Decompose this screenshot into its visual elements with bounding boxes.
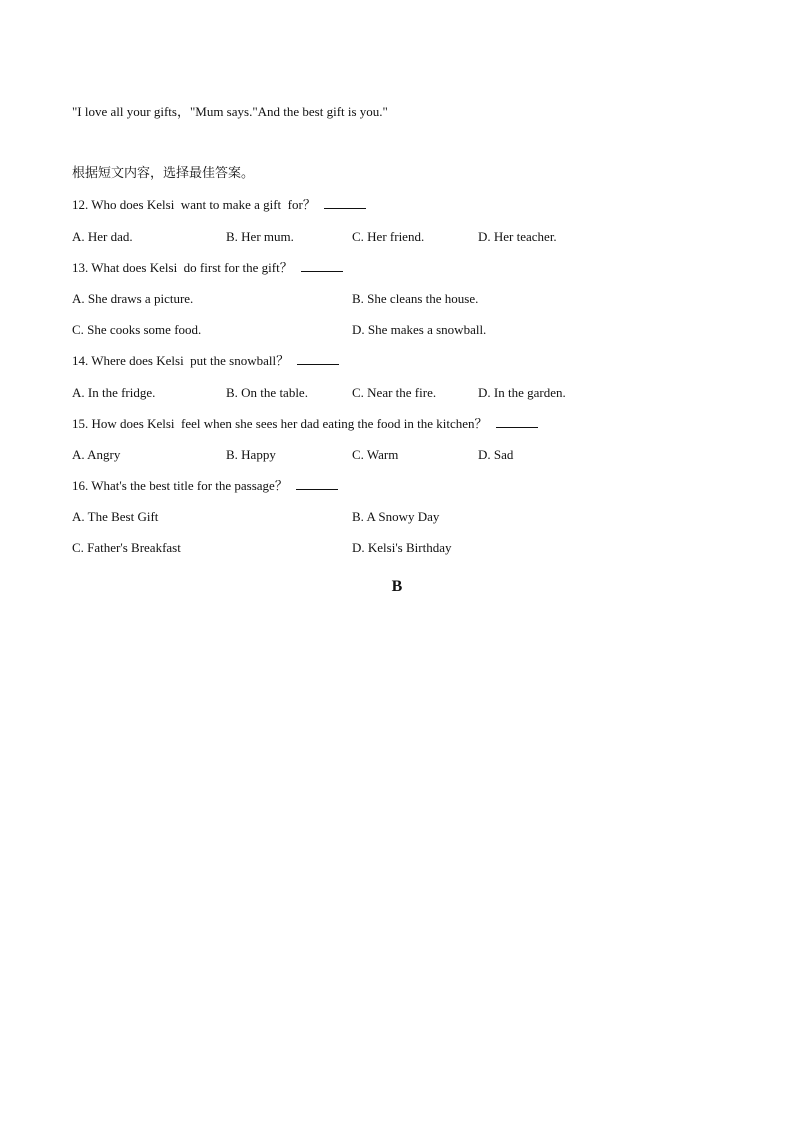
option-14-d: D. In the garden. xyxy=(478,385,566,400)
option-16-d: D. Kelsi's Birthday xyxy=(352,540,452,555)
option-16-b: B. A Snowy Day xyxy=(352,509,440,524)
option-13-a: A. She draws a picture. xyxy=(72,291,194,306)
question-stem: 13. What does Kelsi do first for the gift？ xyxy=(72,260,293,275)
option-13-d: D. She makes a snowball. xyxy=(352,322,487,337)
question-stem: 14. Where does Kelsi put the snowball？ xyxy=(72,353,290,368)
instruction-text: 根据短文内容，选择最佳答案。 xyxy=(72,166,255,181)
option-12-b: B. Her mum. xyxy=(226,229,294,244)
option-13-b: B. She cleans the house. xyxy=(352,291,479,306)
passage-closing-quote: "I love all your gifts，"Mum says."And the best gift is you." xyxy=(72,104,388,119)
answer-blank[interactable] xyxy=(324,197,366,209)
answer-blank[interactable] xyxy=(301,260,343,272)
option-14-c: C. Near the fire. xyxy=(352,385,437,400)
question-stem: 15. How does Kelsi feel when she sees her dad eating the food in the kitchen？ xyxy=(72,416,488,431)
option-16-a: A. The Best Gift xyxy=(72,509,159,524)
section-heading-b: B xyxy=(391,578,403,595)
question-13 xyxy=(72,260,343,276)
answer-blank[interactable] xyxy=(296,478,338,490)
question-14 xyxy=(72,353,339,369)
question-15 xyxy=(72,416,538,432)
option-12-d: D. Her teacher. xyxy=(478,229,557,244)
option-15-d: D. Sad xyxy=(478,447,514,462)
option-12-a: A. Her dad. xyxy=(72,229,133,244)
question-12 xyxy=(72,197,366,213)
question-stem: 12. Who does Kelsi want to make a gift for？ xyxy=(72,197,316,212)
question-stem: 16. What's the best title for the passage？ xyxy=(72,478,288,493)
option-14-a: A. In the fridge. xyxy=(72,385,156,400)
option-15-a: A. Angry xyxy=(72,447,121,462)
answer-blank[interactable] xyxy=(297,353,339,365)
answer-blank[interactable] xyxy=(496,416,538,428)
option-15-b: B. Happy xyxy=(226,447,276,462)
option-14-b: B. On the table. xyxy=(226,385,308,400)
question-16 xyxy=(72,478,338,494)
option-13-c: C. She cooks some food. xyxy=(72,322,202,337)
option-16-c: C. Father's Breakfast xyxy=(72,540,181,555)
option-12-c: C. Her friend. xyxy=(352,229,425,244)
option-15-c: C. Warm xyxy=(352,447,399,462)
